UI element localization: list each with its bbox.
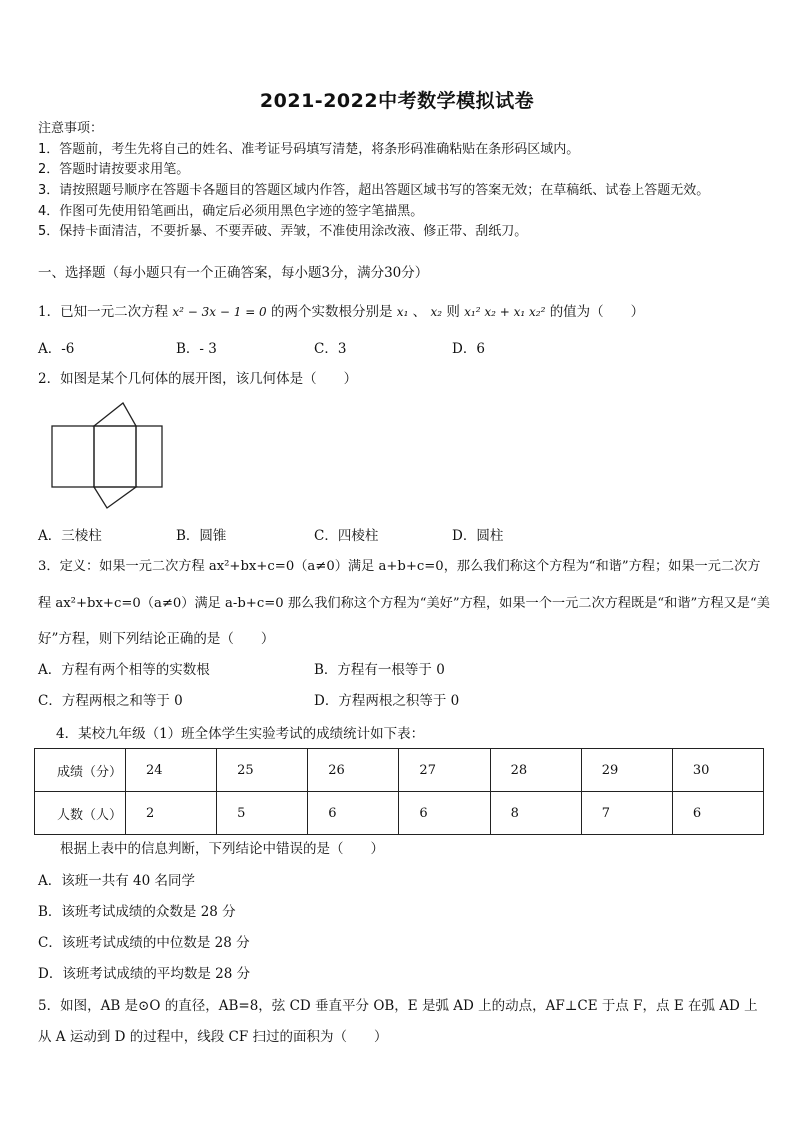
question-5-line-2: 从 A 运动到 D 的过程中，线段 CF 扫过的面积为（ ）: [38, 1029, 388, 1045]
notes-heading: 注意事项：: [38, 121, 104, 136]
row-label-count: 人数（人）: [35, 792, 126, 835]
q2-option-d[interactable]: D．圆柱: [452, 528, 504, 544]
q4-option-a[interactable]: A．该班一共有 40 名同学: [38, 873, 196, 889]
q3-option-d[interactable]: D．方程两根之积等于 0: [314, 693, 460, 709]
net-top-triangle: [94, 403, 136, 426]
q2-option-a[interactable]: A．三棱柱: [38, 528, 102, 544]
question-1-stem: [38, 303, 644, 321]
q4-option-c[interactable]: C．该班考试成绩的中位数是 28 分: [38, 935, 250, 951]
q4-option-b[interactable]: B．该班考试成绩的众数是 28 分: [38, 904, 236, 920]
q1-option-b[interactable]: B．- 3: [176, 341, 217, 357]
exam-title: 2021-2022中考数学模拟试卷: [259, 90, 535, 112]
q1-equation: x² − 3x − 1 = 0: [172, 305, 267, 319]
table-cell: 30: [672, 749, 763, 792]
net-right-rect: [136, 426, 162, 487]
q1-root2: x₂: [430, 305, 443, 319]
q2-option-c[interactable]: C．四棱柱: [314, 528, 379, 544]
table-cell: 5: [217, 792, 308, 835]
q1-option-d[interactable]: D．6: [452, 341, 485, 357]
q3-option-c[interactable]: C．方程两根之和等于 0: [38, 693, 183, 709]
score-table: [34, 748, 764, 835]
table-cell: 24: [126, 749, 217, 792]
question-3-line-3: 好”方程，则下列结论正确的是（ ）: [38, 631, 275, 647]
table-cell: 7: [581, 792, 672, 835]
table-cell: 25: [217, 749, 308, 792]
question-5-line-1: 5．如图，AB 是⊙O 的直径，AB=8，弦 CD 垂直平分 OB，E 是弧 AD 上的动点，AF⊥CE 于点 F，点 E 在弧 AD 上: [38, 998, 758, 1014]
question-3-line-1: 3．定义：如果一元二次方程 ax²+bx+c=0（a≠0）满足 a+b+c=0，那么我们称这个方程为“和谐”方程；如果一元二次方: [38, 559, 761, 574]
prism-net-figure: [50, 400, 170, 520]
note-item: 2．答题时请按要求用笔。: [38, 162, 190, 177]
net-middle-rect: [94, 426, 136, 487]
section-heading: 一、选择题（每小题只有一个正确答案，每小题3分，满分30分）: [38, 265, 429, 281]
q4-option-d[interactable]: D．该班考试成绩的平均数是 28 分: [38, 966, 251, 982]
table-cell: 8: [490, 792, 581, 835]
question-4-stem: 4．某校九年级（1）班全体学生实验考试的成绩统计如下表：: [56, 726, 425, 742]
q1-expression: x₁² x₂ + x₁ x₂²: [464, 305, 546, 319]
table-row: [35, 792, 764, 835]
row-label-score: 成绩（分）: [35, 749, 126, 792]
table-cell: 2: [126, 792, 217, 835]
q3-option-b[interactable]: B．方程有一根等于 0: [314, 662, 445, 678]
q1-prefix: 1．已知一元二次方程: [38, 304, 169, 320]
table-cell: 6: [308, 792, 399, 835]
q1-option-a[interactable]: A．-6: [38, 341, 75, 357]
q1-suffix: 的值为（ ）: [549, 304, 645, 320]
table-cell: 29: [581, 749, 672, 792]
net-bottom-triangle: [94, 487, 136, 508]
table-cell: 6: [399, 792, 490, 835]
question-3-line-2: 程 ax²+bx+c=0（a≠0）满足 a-b+c=0 那么我们称这个方程为“美好”方程，如果一个一元二次方程既是“和谐”方程又是“美: [38, 596, 770, 611]
note-item: 5．保持卡面清洁，不要折暴、不要弄破、弄皱，不准使用涂改液、修正带、刮纸刀。: [38, 224, 528, 239]
q2-option-b[interactable]: B．圆锥: [176, 528, 227, 544]
question-4-question: 根据上表中的信息判断，下列结论中错误的是（ ）: [60, 841, 384, 857]
table-cell: 28: [490, 749, 581, 792]
q3-option-a[interactable]: A．方程有两个相等的实数根: [38, 662, 210, 678]
table-row: [35, 749, 764, 792]
note-item: 4．作图可先使用铅笔画出，确定后必须用黑色字迹的签字笔描黑。: [38, 204, 424, 219]
note-item: 1．答题前，考生先将自己的姓名、准考证号码填写清楚，将条形码准确粘贴在条形码区域内。: [38, 142, 580, 157]
table-cell: 27: [399, 749, 490, 792]
table-cell: 26: [308, 749, 399, 792]
question-2-stem: 2．如图是某个几何体的展开图，该几何体是（ ）: [38, 371, 358, 387]
q1-sep: 、: [412, 304, 427, 320]
net-left-rect: [52, 426, 94, 487]
q1-then: 则: [446, 304, 460, 320]
q1-root1: x₁: [396, 305, 409, 319]
q1-option-c[interactable]: C．3: [314, 341, 347, 357]
note-item: 3．请按照题号顺序在答题卡各题目的答题区域内作答，超出答题区域书写的答案无效；在草稿纸、试卷上答题无效。: [38, 183, 710, 198]
q1-middle: 的两个实数根分别是: [271, 304, 393, 320]
table-cell: 6: [672, 792, 763, 835]
